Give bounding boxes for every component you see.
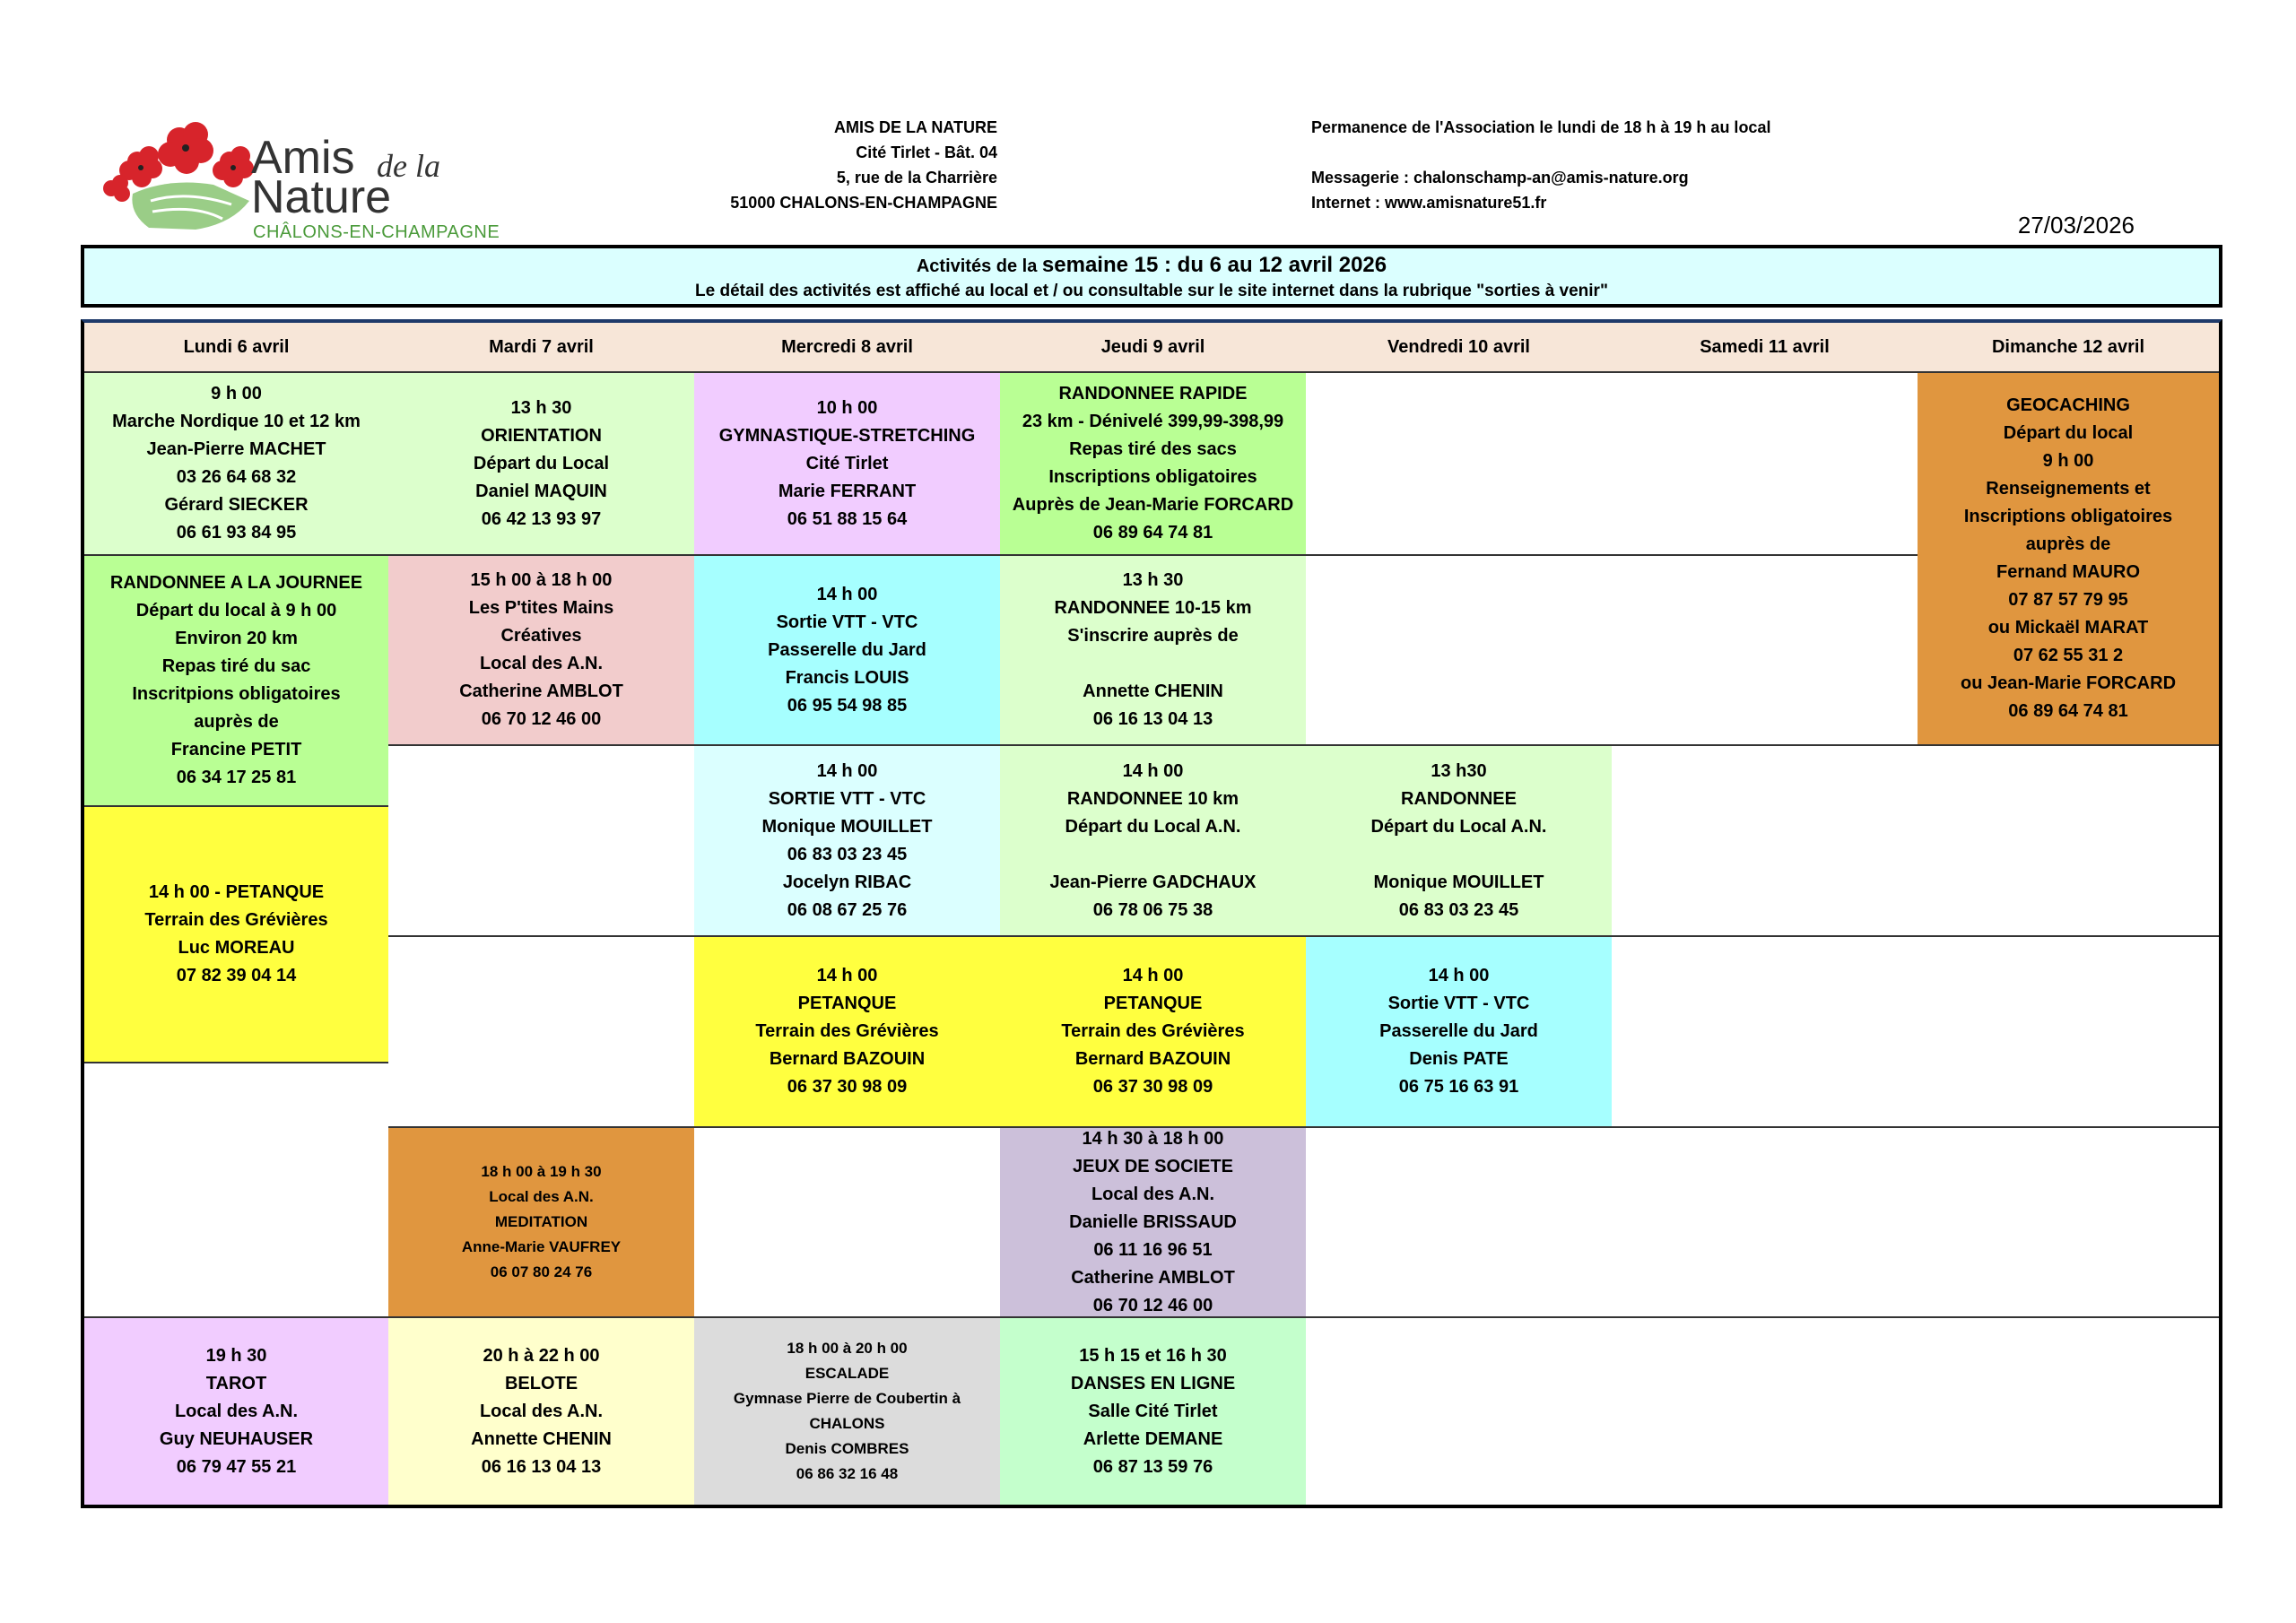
activity-line: Repas tiré du sac [161,656,311,676]
activity-line: Créatives [500,626,582,646]
activity-line: Passerelle du Jard [768,639,926,660]
empty-cell [84,1063,390,1318]
activity-line: Marche Nordique 10 et 12 km [112,412,361,431]
activity-line: 06 16 13 04 13 [481,1456,602,1477]
email-text: Messagerie : chalonschamp-an@amis-nature.org [1311,169,1689,187]
activity-line: Inscriptions obligatoires [1963,507,2173,526]
day-header-saturday: Samedi 11 avril [1612,323,1919,373]
activity-line: 13 h30 [1431,760,1487,781]
activity-line: auprès de [2025,534,2111,554]
empty-cell [1612,746,1919,937]
activity-line: TAROT [205,1373,267,1393]
activity-line: 14 h 00 [816,966,878,985]
empty-cell [1612,373,1919,556]
activity-line: 14 h 00 [816,584,878,604]
activity-line: 06 86 32 16 48 [796,1465,899,1482]
address-line: Cité Tirlet - Bât. 04 [856,143,997,161]
empty-cell [1918,1318,2219,1505]
banner-week: semaine 15 : du 6 au 12 avril 2026 [1041,253,1387,277]
week-banner [81,245,2222,308]
activity-cell [694,746,1002,937]
empty-cell [1306,1318,1613,1505]
empty-cell [1612,937,1919,1128]
activity-line: Monique MOUILLET [761,816,933,837]
activity-line: ou Mickaël MARAT [1987,618,2149,638]
activity-line: RANDONNEE 10 km [1066,788,1239,809]
activity-line: 06 08 67 25 76 [787,899,908,920]
activity-line: 14 h 00 [1122,966,1184,985]
empty-cell [1918,1128,2219,1318]
empty-cell [388,746,696,937]
activity-line: 19 h 30 [205,1345,267,1366]
activity-line: Départ du Local [473,453,610,473]
activity-line: Guy NEUHAUSER [159,1428,314,1449]
activity-line: Passerelle du Jard [1379,1021,1538,1041]
activity-line: Arlette DEMANE [1083,1428,1223,1449]
activity-line: 06 42 13 93 97 [481,508,602,529]
day-header-wednesday: Mercredi 8 avril [694,323,1002,373]
activity-cell [84,373,390,556]
activity-cell [1000,373,1308,556]
activity-line: 06 89 64 74 81 [1092,523,1213,542]
activity-line: Local des A.N. [489,1188,594,1205]
activity-cell [388,1318,696,1505]
logo-dela: de la [377,148,440,184]
empty-cell [1306,373,1613,556]
activity-line: SORTIE VTT - VTC [768,788,926,809]
activity-line: Les P'tites Mains [468,598,614,618]
activity-cell [1000,556,1308,746]
activity-line: 06 75 16 63 91 [1398,1077,1519,1097]
activity-line: 03 26 64 68 32 [176,467,297,487]
empty-cell [694,1128,1002,1318]
activity-line: Sortie VTT - VTC [776,612,918,632]
activity-line: 20 h à 22 h 00 [483,1345,600,1366]
activity-line: Terrain des Grévières [144,910,328,930]
activity-line: Cité Tirlet [805,453,889,473]
activity-line: Local des A.N. [174,1401,299,1421]
activity-line: 06 61 93 84 95 [176,523,297,542]
activity-line: Bernard BAZOUIN [769,1049,926,1069]
activity-line: Inscriptions obligatoires [1048,467,1257,487]
activity-line: Salle Cité Tirlet [1088,1401,1218,1421]
activity-line: S'inscrire auprès de [1067,626,1239,646]
activity-line: 14 h 30 à 18 h 00 [1082,1128,1224,1149]
activity-line: Jean-Pierre GADCHAUX [1049,872,1257,892]
day-header-monday: Lundi 6 avril [84,323,390,373]
address-line: 5, rue de la Charrière [836,169,997,187]
activity-line: Monique MOUILLET [1373,872,1544,892]
activity-line: 14 h 00 - PETANQUE [148,882,325,902]
activity-line: 07 87 57 79 95 [2008,590,2128,610]
activity-line: Francine PETIT [170,740,302,759]
empty-cell [1612,556,1919,746]
activity-line: Francis LOUIS [785,667,909,688]
activity-line: Jocelyn RIBAC [782,872,912,892]
activity-line: 06 95 54 98 85 [787,695,908,716]
address-line: 51000 CHALONS-EN-CHAMPAGNE [730,194,997,212]
activity-line: RANDONNEE RAPIDE [1058,384,1248,404]
activity-line: 06 83 03 23 45 [1398,899,1519,920]
association-address [628,115,997,215]
activity-line: Danielle BRISSAUD [1069,1211,1237,1232]
activity-cell [388,1128,696,1318]
activity-line: 13 h 30 [510,397,572,418]
activity-line: RANDONNEE A LA JOURNEE [109,573,363,593]
activity-cell [1306,746,1613,937]
empty-cell [1918,746,2219,937]
activity-cell [1918,373,2219,746]
address-line: AMIS DE LA NATURE [834,118,997,136]
activity-line: Denis COMBRES [785,1440,909,1457]
activity-line: PETANQUE [797,994,897,1013]
website-text: Internet : www.amisnature51.fr [1311,194,1547,212]
activity-line: Local des A.N. [1091,1184,1215,1204]
activity-line: 15 h 00 à 18 h 00 [470,570,613,590]
empty-cell [1612,1318,1919,1505]
activity-line: 06 11 16 96 51 [1093,1239,1213,1260]
activity-line: 18 h 00 à 19 h 30 [481,1163,602,1180]
activity-line: 06 51 88 15 64 [787,508,908,529]
activity-line: ESCALADE [804,1365,890,1382]
activity-line: Départ du local [2003,423,2134,443]
permanence-text: Permanence de l'Association le lundi de 18 h à 19 h au local [1311,118,1771,136]
activity-line: 9 h 00 [211,384,262,404]
activity-line: Local des A.N. [479,1401,604,1421]
activity-cell [1000,1128,1308,1318]
activity-line: Renseignements et [1986,479,2151,499]
empty-cell [1306,1128,1613,1318]
activity-line: Marie FERRANT [778,481,917,501]
activity-line: GYMNASTIQUE-STRETCHING [718,425,976,446]
logo-city: CHÂLONS-EN-CHAMPAGNE [253,222,500,242]
activity-line: Luc MOREAU [178,938,295,958]
activity-cell [84,807,390,1063]
activity-cell [1000,937,1308,1128]
activity-line: ORIENTATION [481,425,602,446]
activity-line: Départ du Local A.N. [1065,816,1241,837]
activity-line: Daniel MAQUIN [475,481,607,501]
activity-line: 18 h 00 à 20 h 00 [787,1340,908,1357]
activity-line: DANSES EN LIGNE [1070,1373,1236,1393]
day-header-sunday: Dimanche 12 avril [1918,323,2219,373]
activity-line: 06 16 13 04 13 [1092,709,1213,729]
document-date: 27/03/2026 [2017,212,2135,239]
activity-line: 07 62 55 31 2 [2013,646,2124,665]
activity-line: Jean-Pierre MACHET [146,439,326,459]
activity-line: 06 89 64 74 81 [2008,701,2128,721]
activity-line: Fernand MAURO [1996,562,2140,582]
activity-line: MEDITATION [494,1213,588,1230]
activity-cell [1306,937,1613,1128]
logo-amis: Amis [251,132,355,184]
activity-cell [694,937,1002,1128]
activity-cell [388,556,696,746]
activity-line: PETANQUE [1103,994,1203,1013]
activity-line: CHALONS [809,1415,885,1432]
banner-detail: Le détail des activités est affiché au local et / ou consultable sur le site internet dans la rubrique "sorties à venir" [695,282,1608,300]
activity-line: GEOCACHING [2006,395,2130,415]
empty-cell [1306,556,1613,746]
activity-cell [694,1318,1002,1505]
activity-line: 06 70 12 46 00 [1092,1295,1213,1315]
empty-cell [1612,1128,1919,1318]
activity-line: Auprès de Jean-Marie FORCARD [1012,495,1294,515]
activity-line: Environ 20 km [175,629,298,648]
activity-line: Denis PATE [1409,1049,1509,1069]
activity-line: Catherine AMBLOT [459,681,623,701]
empty-cell [1918,937,2219,1128]
activity-line: 06 79 47 55 21 [176,1456,297,1477]
activity-cell [694,556,1002,746]
activity-cell [84,556,390,807]
association-contact [1311,115,1939,215]
activity-line: RANDONNEE 10-15 km [1054,598,1252,618]
activity-cell [1000,746,1308,937]
activity-line: ou Jean-Marie FORCARD [1960,673,2177,693]
activity-cell [388,373,696,556]
activity-line: Repas tiré des sacs [1069,439,1237,459]
activity-line: Local des A.N. [479,654,604,673]
activity-line: 06 37 30 98 09 [1092,1077,1213,1097]
activity-line: Anne-Marie VAUFREY [461,1238,622,1255]
activity-cell [84,1318,390,1505]
activity-line: Bernard BAZOUIN [1074,1049,1231,1069]
activity-line: 10 h 00 [816,397,878,418]
day-header-tuesday: Mardi 7 avril [388,323,696,373]
activity-line: 06 83 03 23 45 [787,844,908,864]
activity-cell [694,373,1002,556]
activity-line: 06 07 80 24 76 [490,1263,593,1280]
activity-line: Sortie VTT - VTC [1387,994,1530,1013]
activity-line: 14 h 00 [1428,966,1490,985]
activity-line: Départ du Local A.N. [1370,816,1547,837]
empty-cell [388,937,696,1128]
day-header-friday: Vendredi 10 avril [1306,323,1613,373]
activity-line: 07 82 39 04 14 [176,966,297,985]
activity-line: Gérard SIECKER [164,495,309,515]
activity-line: auprès de [194,712,279,732]
activity-line: 15 h 15 et 16 h 30 [1079,1345,1227,1366]
activity-line: Terrain des Grévières [1061,1021,1245,1041]
activity-cell [1000,1318,1308,1505]
activity-line: Départ du local à 9 h 00 [135,601,337,621]
activity-line: BELOTE [504,1373,578,1393]
logo-nature: Nature [251,171,392,223]
activity-line: 06 70 12 46 00 [481,709,602,729]
activity-line: JEUX DE SOCIETE [1073,1156,1233,1176]
banner-prefix: Activités de la [916,256,1042,276]
activity-line: 06 78 06 75 38 [1092,899,1213,920]
activity-line: Catherine AMBLOT [1071,1267,1235,1288]
activity-line: 06 37 30 98 09 [787,1077,908,1097]
activity-line: 23 km - Dénivelé 399,99-398,99 [1022,412,1284,431]
activity-line: 06 34 17 25 81 [176,768,297,787]
activity-line: RANDONNEE [1401,788,1517,809]
activity-line: Annette CHENIN [1083,681,1223,701]
activity-line: Annette CHENIN [471,1428,612,1449]
activity-line: 14 h 00 [816,760,878,781]
activity-line: Gymnase Pierre de Coubertin à [733,1390,961,1407]
activity-line: Inscritpions obligatoires [132,684,341,704]
activity-line: 13 h 30 [1122,570,1184,590]
activity-line: 06 87 13 59 76 [1092,1456,1213,1477]
activity-line: 14 h 00 [1122,760,1184,781]
activity-line: 9 h 00 [2042,451,2094,471]
activity-line: Terrain des Grévières [755,1021,939,1041]
day-header-thursday: Jeudi 9 avril [1000,323,1308,373]
